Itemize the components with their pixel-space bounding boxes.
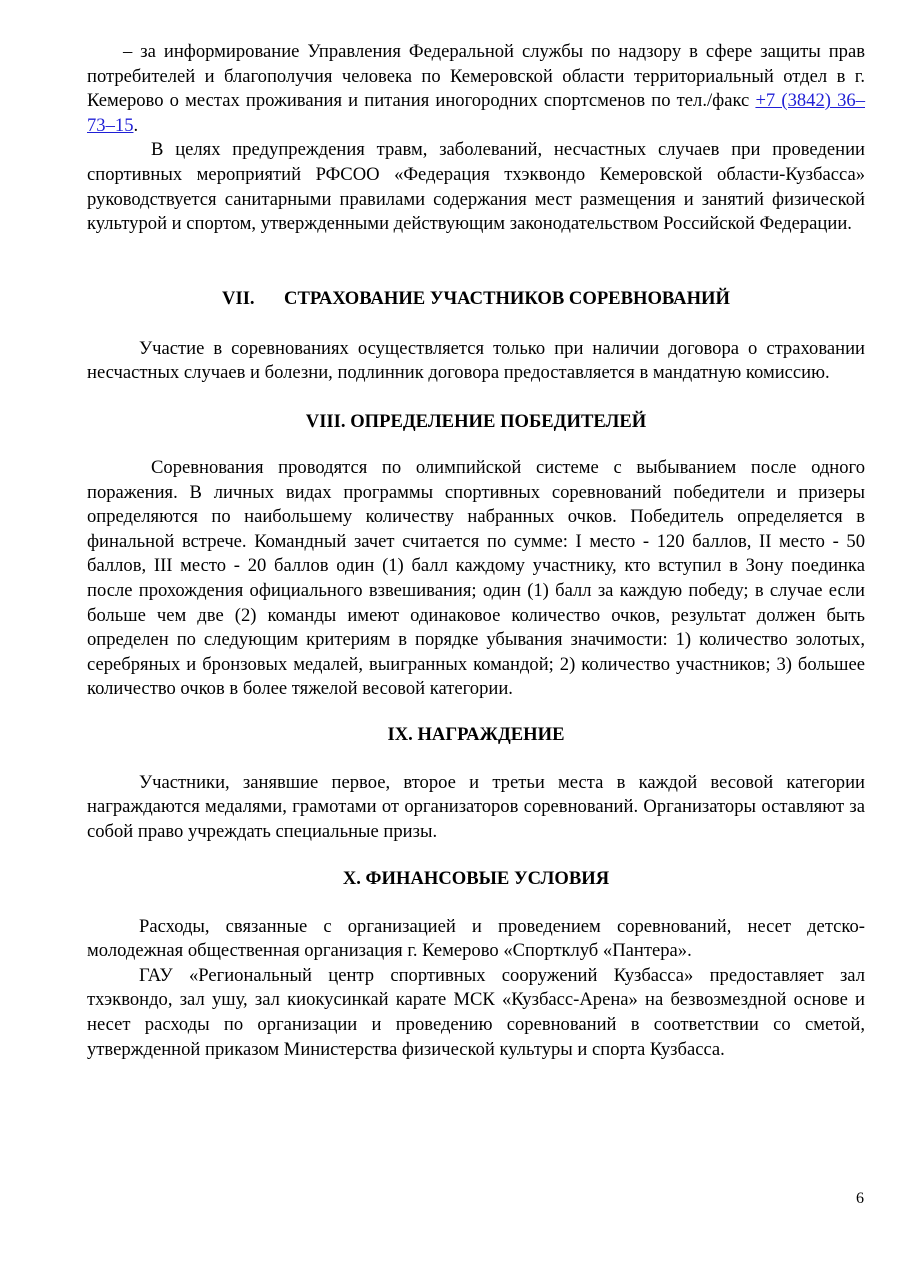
finance-paragraph-venue: ГАУ «Региональный центр спортивных сооружений Кузбасса» предоставляет зал тхэквондо, зал ушу, зал киокусинкай карате МСК «Кузбасс-Арена» на безвозмездной основе и несет расходы по организации и проведению соревнований в соответствии со сметой, утвержденной приказом Министерства физической культуры и спорта Кузбасса. [87,964,865,1060]
section-heading-awards: IX. НАГРАЖДЕНИЕ [387,723,565,745]
section-heading-finance: X. ФИНАНСОВЫЕ УСЛОВИЯ [342,867,610,889]
injury-prevention-paragraph: В целях предупреждения травм, заболеваний, несчастных случаев при проведении спортивных мероприятий РФСОО «Федерация тхэквондо Кемеровской области-Кузбасса» руководствуется санитарными правилами содержания мест размещения и занятий физической культурой и спортом, утвержденными действующим законодательством Российской Федерации. [87,139,865,235]
finance-paragraph-expenses: Расходы, связанные с организацией и проведением соревнований, несет детско-молодежная общественная организация г. Кемерово «Спортклуб «Пантера». [87,915,865,962]
section-number: VII. [222,287,255,309]
document-page [87,40,865,1062]
dash-item-text: – за информирование Управления Федеральной службы по надзору в сфере защиты прав потребителей и благополучия человека по Кемеровской области территориальный отдел в г. Кемерово о местах проживания и питания иногородних спортсменов по тел./факс [87,41,865,112]
dash-list-item [87,40,865,138]
section-title: СТРАХОВАНИЕ УЧАСТНИКОВ СОРЕВНОВАНИЙ [284,287,730,309]
page-number: 6 [856,1190,864,1207]
dash-item-end: . [133,114,139,136]
awards-paragraph: Участники, занявшие первое, второе и третьи места в каждой весовой категории награждаются медалями, грамотами от организаторов соревнований. Организаторы оставляют за собой право учреждать специальные призы. [87,771,865,843]
winners-paragraph: Соревнования проводятся по олимпийской системе с выбыванием после одного поражения. В личных видах программы спортивных соревнований победители и призеры определяются по наибольшему количеству набранных очков. Победитель определяется в финальной встрече. Командный зачет считается по сумме: I место - 120 баллов, II место - 50 баллов, III место - 20 баллов один (1) балл каждому участнику, кто вступил в Зону поединка после прохождения официального взвешивания; один (1) балл за каждую победу; в случае если больше чем две (2) команды имеют одинаковое количество очков, результат должен быть определен по следующим критериям в порядке убывания значимости: 1) количество золотых, серебряных и бронзовых медалей, выигранных командой; 2) количество участников; 3) большее количество очков в более тяжелой весовой категории. [87,456,865,700]
insurance-paragraph: Участие в соревнованиях осуществляется только при наличии договора о страховании несчастных случаев и болезни, подлинник договора предоставляется в мандатную комиссию. [87,337,865,384]
section-heading-insurance [87,287,865,311]
section-heading-winners: VIII. ОПРЕДЕЛЕНИЕ ПОБЕДИТЕЛЕЙ [305,410,647,432]
phone-link[interactable]: +7 (3842) 36–73–15 [87,90,865,136]
